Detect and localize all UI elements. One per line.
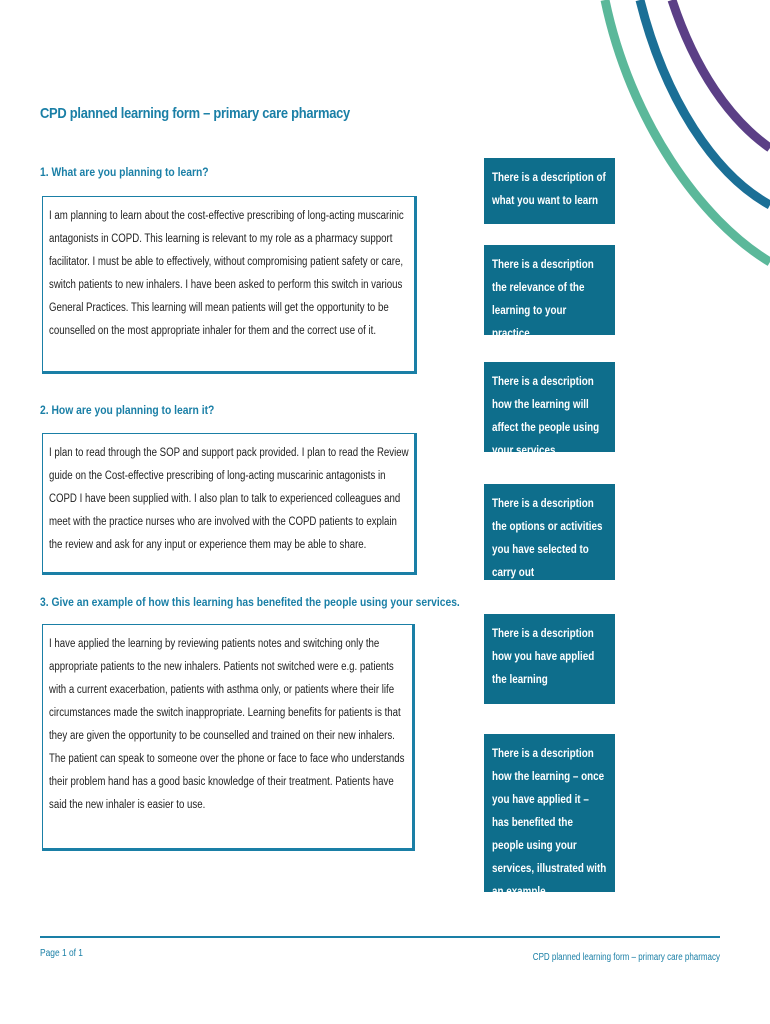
note-2 [484,245,615,340]
question-1: 1. What are you planning to learn? [40,165,209,179]
note-2-text: There is a description the relevance of the learning to your practice [492,257,594,340]
page-number: Page 1 of 1 [40,948,83,959]
page-title: CPD planned learning form – primary care pharmacy [40,105,350,122]
answer-text-1: I am planning to learn about the cost-effective prescribing of long-acting muscarinic antagonists in COPD. This learning is relevant to my role as a pharmacy support facilitator. I must be able to effectively, without compromising patient safety or care, switch patients to new inhalers. I have been asked to perform this switch in various General Practices. This learning will mean patients will get the opportunity to be counselled on the most appropriate inhaler for them and the correct use of it. [49,210,404,337]
arc-blue [640,0,770,205]
answer-text-2: I plan to read through the SOP and support pack provided. I plan to read the Review guide on the Cost-effective prescribing of long-acting muscarinic antagonists in COPD I have been supplied with. I also plan to talk to experienced colleagues and meet with the practice nurses who are involved with the COPD patients to explain the review and ask for any input or experience them may be able to share. [49,447,409,551]
answer-box-2[interactable] [42,433,417,575]
note-6 [484,734,615,898]
note-4 [484,484,615,580]
note-6-text: There is a description how the learning – once you have applied it – has benefited the people using your services, illustrated with an example [492,746,607,898]
note-4-text: There is a description the options or activities you have selected to carry out [492,496,603,579]
note-5 [484,614,615,704]
note-1 [484,158,615,224]
question-2: 2. How are you planning to learn it? [40,403,215,417]
answer-text-3: I have applied the learning by reviewing patients notes and switching only the appropriate patients to the new inhalers. Patients not switched were e.g. patients with a current exacerbation, patients with asthma only, or patients where their life circumstances made the switch inappropriate. Learning benefits for patients is that they are given the opportunity to be counselled and trained on their new inhalers. The patient can speak to someone over the phone or face to face who understands their problem hand has a good basic knowledge of their treatment. Patients have said the new inhaler is easier to use. [49,638,405,811]
note-1-text: There is a description of what you want to learn [492,170,606,207]
note-5-text: There is a description how you have applied the learning [492,626,595,686]
question-3: 3. Give an example of how this learning has benefited the people using your services. [40,595,460,609]
note-3-text: There is a description how the learning will affect the people using your services [492,374,600,457]
answer-box-1[interactable] [42,196,417,374]
footer-divider [40,936,720,938]
footer-title: CPD planned learning form – primary care pharmacy [532,952,720,963]
answer-box-3[interactable] [42,624,415,851]
note-3 [484,362,615,457]
